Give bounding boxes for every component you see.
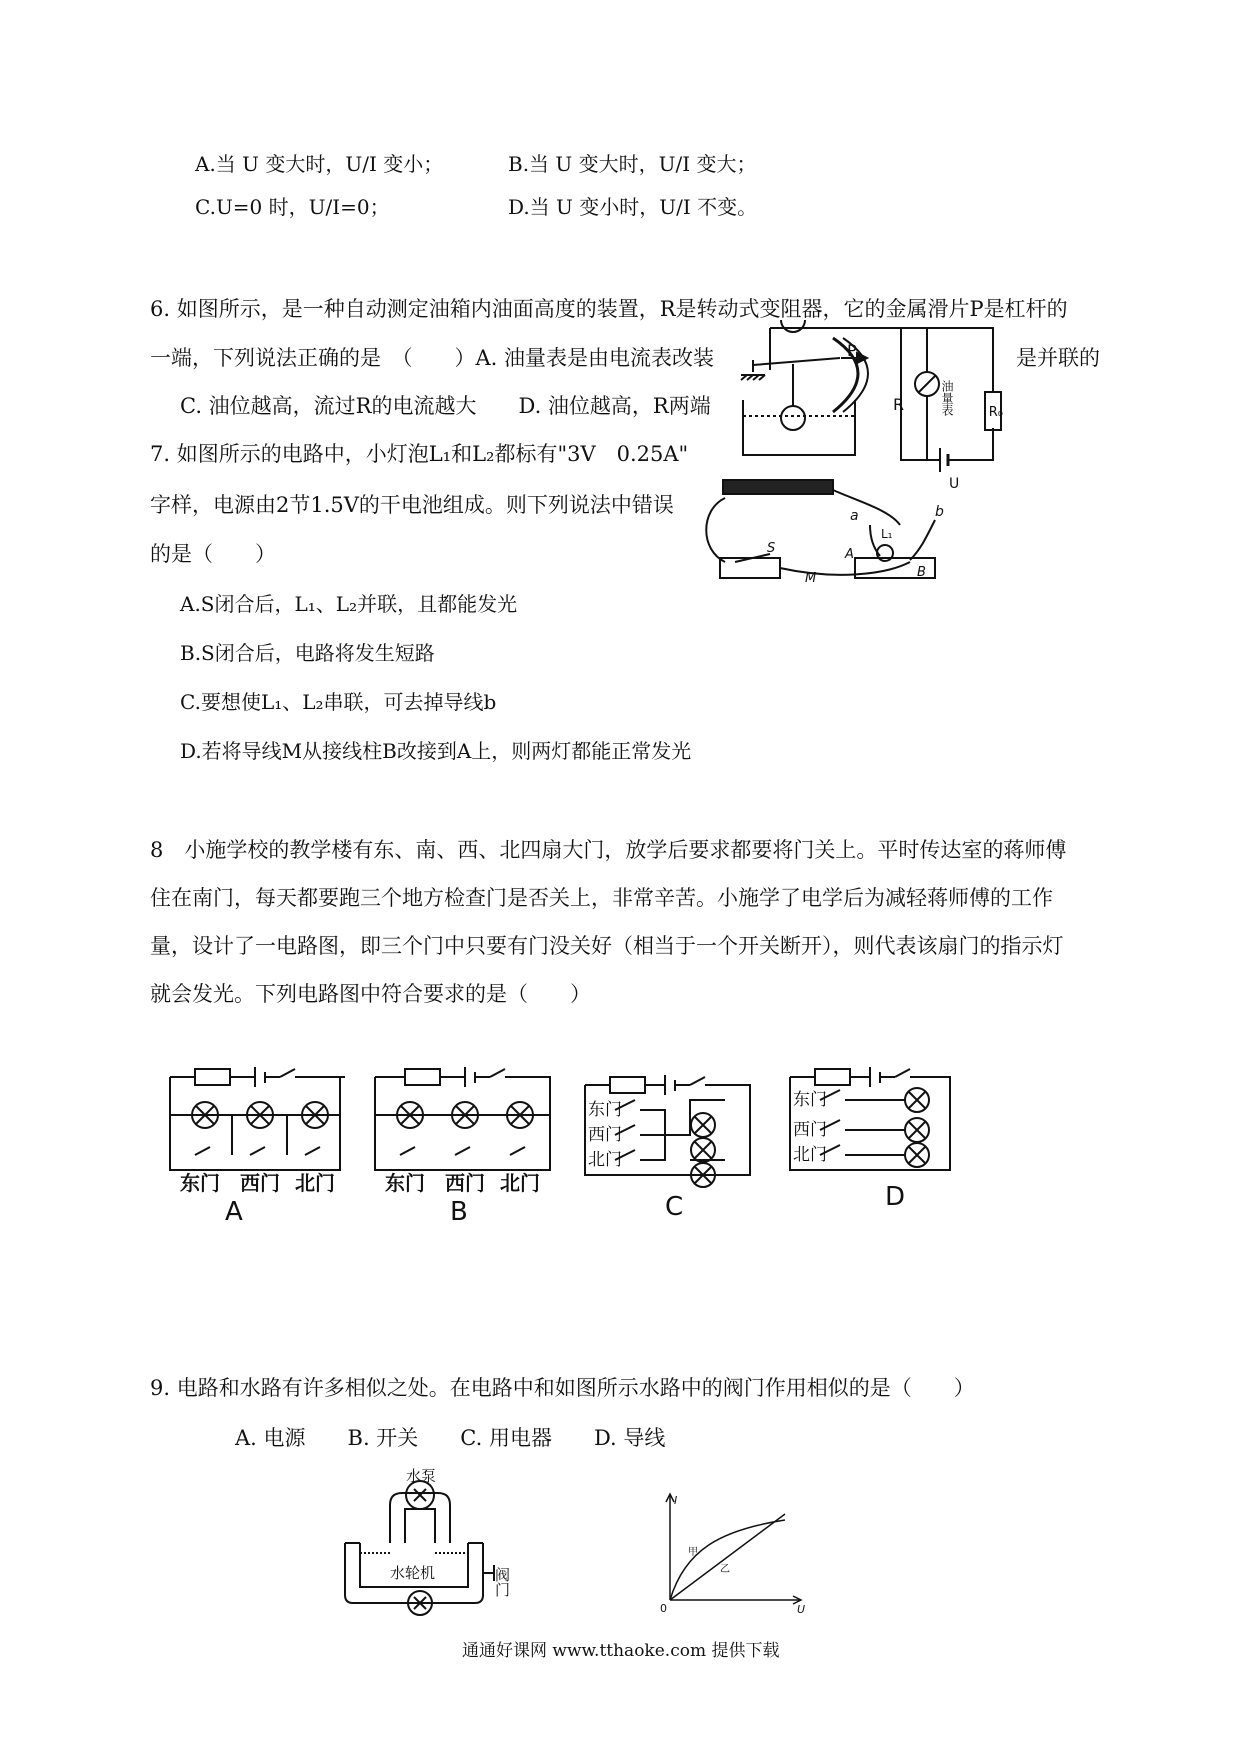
q8-line-4: 就会发光。下列电路图中符合要求的是（ ） <box>150 982 591 1006</box>
iu-graph <box>650 1490 810 1615</box>
door-label-north-c: 北门 <box>588 1150 622 1170</box>
door-label-east-d: 东门 <box>793 1090 827 1110</box>
q5-option-c: C.U=0 时，U/I=0； <box>195 195 390 219</box>
label-switch-s: S <box>767 541 776 556</box>
q7-option-d: D.若将导线M从接线柱B改接到A上，则两灯都能正常发光 <box>180 739 692 763</box>
q6-line-3: C. 油位越高，流过R的电流越大 D. 油位越高，R两端 <box>180 394 711 418</box>
q7-option-a: A.S闭合后，L₁、L₂并联，且都能发光 <box>180 592 518 616</box>
option-label-d: D <box>885 1182 906 1212</box>
q7-option-b: B.S闭合后，电路将发生短路 <box>180 641 435 665</box>
circuit-wiring-diagram <box>695 470 985 590</box>
label-wire-m: M <box>805 571 817 586</box>
label-pump: 水泵 <box>406 1467 437 1485</box>
label-terminal-a: A <box>845 547 854 562</box>
q6-line-1: 6. 如图所示，是一种自动测定油箱内油面高度的装置，R是转动式变阻器，它的金属滑片P是杠杆的 <box>150 297 1068 321</box>
origin-label: 0 <box>660 1602 667 1615</box>
curve-label-1: 甲 <box>688 1547 698 1558</box>
label-valve: 阀门 <box>493 1567 511 1597</box>
door-label-north-d: 北门 <box>793 1145 827 1165</box>
door-label-west-d: 西门 <box>793 1120 827 1140</box>
q7-line-3: 的是（ ） <box>150 542 276 566</box>
axis-label-u: U <box>797 1603 806 1615</box>
q9-options: A. 电源 B. 开关 C. 用电器 D. 导线 <box>235 1426 666 1450</box>
axis-label-i: I <box>674 1494 678 1507</box>
q5-option-b: B.当 U 变大时，U/I 变大； <box>508 152 757 176</box>
q7-line-2: 字样，电源由2节1.5V的干电池组成。则下列说法中错误 <box>150 493 674 517</box>
option-label-c: C <box>665 1192 684 1222</box>
door-label-west-c: 西门 <box>588 1125 622 1145</box>
label-p: P <box>847 341 857 360</box>
q8-line-3: 量，设计了一电路图，即三个门中只要有门没关好（相当于一个开关断开），则代表该扇门的指示灯 <box>150 934 1064 958</box>
label-r: R <box>893 395 905 414</box>
door-label-west-b: 西门 <box>445 1171 485 1195</box>
label-l1: L₁ <box>881 527 893 541</box>
label-meter: 油量表 <box>940 380 954 416</box>
q6-line-2-right: 是并联的 <box>1016 346 1100 370</box>
q9-line-1: 9. 电路和水路有许多相似之处。在电路中和如图所示水路中的阀门作用相似的是（ ） <box>150 1376 975 1400</box>
label-terminal-b: B <box>917 565 926 580</box>
q7-option-c: C.要想使L₁、L₂串联，可去掉导线b <box>180 690 497 714</box>
option-label-b: B <box>450 1197 468 1227</box>
label-a-wire: a <box>850 508 859 524</box>
label-r0: R₀ <box>988 405 1003 420</box>
q5-option-a: A.当 U 变大时，U/I 变小； <box>195 152 444 176</box>
label-u: U <box>949 476 960 492</box>
door-label-west-a: 西门 <box>240 1171 280 1195</box>
door-label-east-b: 东门 <box>385 1171 425 1195</box>
q8-line-2: 住在南门，每天都要跑三个地方检查门是否关上，非常辛苦。小施学了电学后为减轻蒋师傅的工作 <box>150 886 1053 910</box>
q6-line-2-left: 一端，下列说法正确的是 （ ）A. 油量表是由电流表改装 <box>150 346 715 370</box>
q8-circuit-options <box>165 1055 995 1230</box>
door-label-north-a: 北门 <box>295 1171 335 1195</box>
curve-label-2: 乙 <box>720 1564 730 1575</box>
q7-line-1: 7. 如图所示的电路中，小灯泡L₁和L₂都标有"3V 0.25A" <box>150 442 689 466</box>
page-footer: 通通好课网 www.tthaoke.com 提供下载 <box>462 1641 780 1661</box>
water-circuit-diagram <box>330 1465 560 1620</box>
label-turbine: 水轮机 <box>390 1564 436 1582</box>
q8-line-1: 8 小施学校的教学楼有东、南、西、北四扇大门，放学后要求都要将门关上。平时传达室的蒋师傅 <box>150 838 1067 862</box>
door-label-north-b: 北门 <box>500 1171 540 1195</box>
door-label-east-a: 东门 <box>180 1171 220 1195</box>
door-label-east-c: 东门 <box>588 1100 622 1120</box>
q5-option-d: D.当 U 变小时，U/I 不变。 <box>508 195 758 219</box>
label-b-wire: b <box>935 504 944 520</box>
oil-gauge-diagram <box>735 320 1005 492</box>
option-label-a: A <box>225 1197 243 1227</box>
